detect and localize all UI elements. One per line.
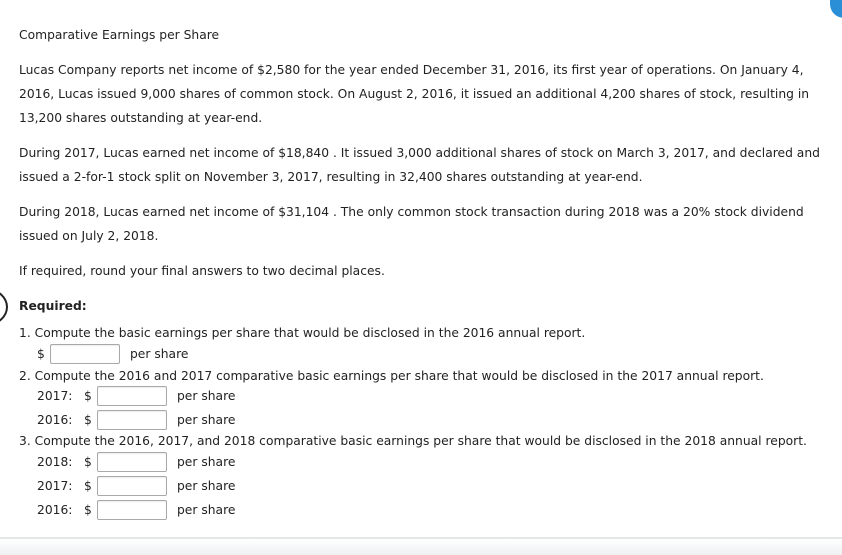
answer-row-q3-2017 bbox=[37, 475, 235, 497]
currency-symbol: $ bbox=[37, 347, 45, 361]
unit-label: per share bbox=[130, 347, 189, 361]
unit-label: per share bbox=[177, 503, 236, 517]
eps-2017-input-q3[interactable] bbox=[97, 476, 167, 496]
question-3-text: 3. Compute the 2016, 2017, and 2018 comparative basic earnings per share that would be disclosed in the 2018 annual report. bbox=[19, 434, 807, 448]
eps-2018-input-q3[interactable] bbox=[97, 452, 167, 472]
answer-row-q3-2016 bbox=[37, 499, 235, 521]
year-label: 2017: bbox=[37, 389, 73, 403]
year-label: 2016: bbox=[37, 413, 73, 427]
currency-symbol: $ bbox=[84, 389, 92, 403]
eps-2016-input-q1[interactable] bbox=[50, 344, 120, 364]
unit-label: per share bbox=[177, 455, 236, 469]
year-label: 2018: bbox=[37, 455, 73, 469]
answer-row-q2-2017 bbox=[37, 385, 235, 407]
currency-symbol: $ bbox=[84, 503, 92, 517]
answer-row-q3-2018 bbox=[37, 451, 235, 473]
answer-row-q2-2016 bbox=[37, 409, 235, 431]
eps-2016-input-q2[interactable] bbox=[97, 410, 167, 430]
page-title: Comparative Earnings per Share bbox=[19, 28, 220, 42]
unit-label: per share bbox=[177, 479, 236, 493]
unit-label: per share bbox=[177, 413, 236, 427]
answer-row-q1 bbox=[37, 343, 188, 365]
year-label: 2016: bbox=[37, 503, 73, 517]
question-2-text: 2. Compute the 2016 and 2017 comparative basic earnings per share that would be disclosed in the 2017 annual report. bbox=[19, 369, 764, 383]
required-heading: Required: bbox=[19, 299, 87, 313]
currency-symbol: $ bbox=[84, 413, 92, 427]
question-1-text: 1. Compute the basic earnings per share that would be disclosed in the 2016 annual report. bbox=[19, 326, 586, 340]
help-tab-corner[interactable] bbox=[830, 0, 842, 18]
paragraph-2018: During 2018, Lucas earned net income of $31,104 . The only common stock transaction during 2018 was a 20% stock dividend issued on July 2, 2018. bbox=[19, 205, 804, 243]
rounding-instruction: If required, round your final answers to two decimal places. bbox=[19, 264, 385, 278]
paragraph-2016: Lucas Company reports net income of $2,580 for the year ended December 31, 2016, its first year of operations. On January 4, 2016, Lucas issued 9,000 shares of common stock. On August 2, 2016, it issued an additional 4,200 shares of stock, resulting in 13,200 shares outstanding at year-end. bbox=[19, 63, 810, 125]
year-label: 2017: bbox=[37, 479, 73, 493]
eps-2016-input-q3[interactable] bbox=[97, 500, 167, 520]
currency-symbol: $ bbox=[84, 455, 92, 469]
bottom-divider bbox=[0, 537, 842, 555]
unit-label: per share bbox=[177, 389, 236, 403]
paragraph-2017: During 2017, Lucas earned net income of $18,840 . It issued 3,000 additional shares of stock on March 3, 2017, and declared and issued a 2-for-1 stock split on November 3, 2017, resulting in 32,400 shares outstanding at year-end. bbox=[19, 146, 820, 184]
section-marker-arc bbox=[0, 288, 8, 326]
eps-2017-input-q2[interactable] bbox=[97, 386, 167, 406]
currency-symbol: $ bbox=[84, 479, 92, 493]
